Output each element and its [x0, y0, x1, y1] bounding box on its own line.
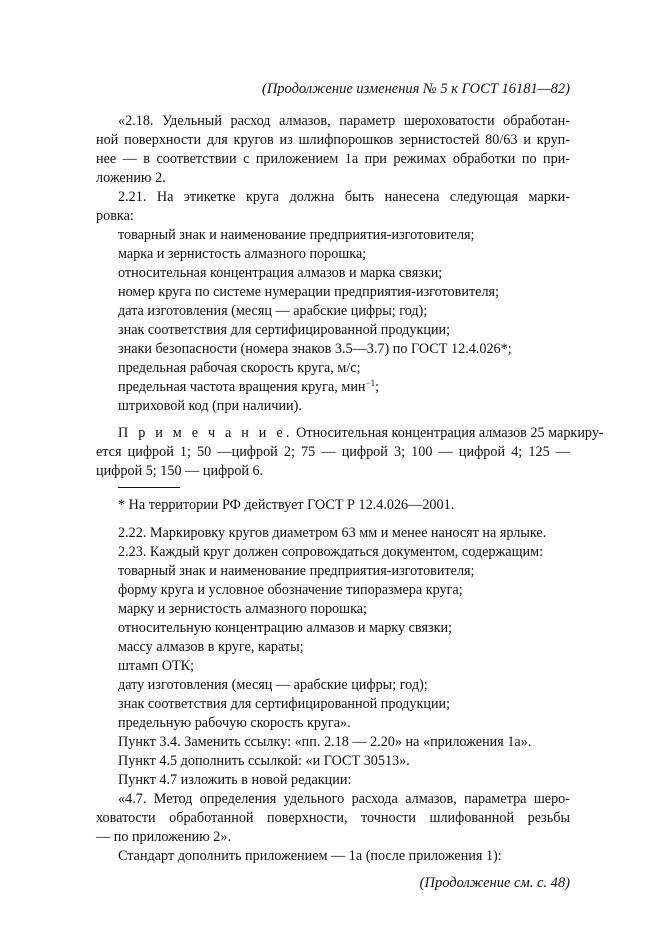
- note-line-3: цифрой 5; 150 — цифрой 6.: [96, 463, 264, 479]
- label-item: номер круга по системе нумерации предприятия-изготовителя;: [118, 284, 499, 300]
- document-item: форму круга и условное обозначение типоразмера круга;: [118, 582, 463, 598]
- footnote: * На территории РФ действует ГОСТ Р 12.4.026—2001.: [118, 497, 455, 513]
- label-item: знак соответствия для сертифицированной продукции;: [118, 322, 451, 338]
- label-item: относительная концентрация алмазов и марка связки;: [118, 265, 443, 281]
- standard-addition: Стандарт дополнить приложением — 1а (после приложения 1):: [118, 848, 502, 864]
- continuation-footer: (Продолжение см. с. 48): [419, 875, 570, 891]
- item-3-4: Пункт 3.4. Заменить ссылку: «пп. 2.18 — 2.20» на «приложения 1а».: [118, 734, 532, 750]
- continuation-header: (Продолжение изменения № 5 к ГОСТ 16181—82): [261, 81, 570, 97]
- rotation-frequency-tail: ;: [375, 379, 380, 395]
- para-2-18-line-2: ной поверхности для кругов из шлифпорошков зернистостей 80/63 и круп-: [96, 132, 570, 148]
- para-4-7-line-3: — по приложению 2».: [96, 829, 232, 845]
- para-2-21-line-1: 2.21. На этикетке круга должна быть нанесена следующая марки-: [118, 189, 570, 205]
- footnote-separator: [118, 487, 180, 488]
- label-item: предельная рабочая скорость круга, м/с;: [118, 360, 361, 376]
- document-item: массу алмазов в круге, караты;: [118, 639, 304, 655]
- document-item: предельную рабочую скорость круга».: [118, 715, 351, 731]
- label-item: товарный знак и наименование предприятия-изготовителя;: [118, 227, 475, 243]
- document-item: штамп ОТК;: [118, 658, 195, 674]
- document-item: знак соответствия для сертифицированной продукции;: [118, 696, 451, 712]
- para-2-18-line-4: ложению 2.: [96, 170, 166, 186]
- note-line-1: [118, 424, 604, 443]
- para-2-18-line-1: «2.18. Удельный расход алмазов, параметр шероховатости обработан-: [118, 113, 570, 129]
- label-item: знаки безопасности (номера знаков 3.5—3.7) по ГОСТ 12.4.026*;: [118, 341, 512, 357]
- label-item-barcode: штриховой код (при наличии).: [118, 398, 302, 414]
- document-item: товарный знак и наименование предприятия-изготовителя;: [118, 563, 475, 579]
- rotation-frequency-exponent: −1: [365, 378, 376, 388]
- label-item: марка и зернистость алмазного порошка;: [118, 246, 367, 262]
- para-2-18-line-3: нее — в соответствии с приложением 1а при режимах обработки по при-: [96, 151, 570, 167]
- para-2-23: 2.23. Каждый круг должен сопровождаться документом, содержащим:: [118, 544, 544, 560]
- item-4-7: Пункт 4.7 изложить в новой редакции:: [118, 772, 352, 788]
- para-4-7-line-1: «4.7. Метод определения удельного расхода алмазов, параметра шеро-: [118, 791, 570, 807]
- note-label: П р и м е ч а н и е.: [118, 425, 293, 441]
- label-item: дата изготовления (месяц — арабские цифры; год);: [118, 303, 428, 319]
- label-item-rotation-frequency: [118, 378, 379, 397]
- para-4-7-line-2: ховатости обработанной поверхности, точности шлифованной резьбы: [96, 810, 570, 826]
- document-item: марку и зернистость алмазного порошка;: [118, 601, 367, 617]
- note-line-2: ется цифрой 1; 50 —цифрой 2; 75 — цифрой 3; 100 — цифрой 4; 125 —: [96, 444, 570, 460]
- document-item: дату изготовления (месяц — арабские цифры; год);: [118, 677, 428, 693]
- note-text: Относительная концентрация алмазов 25 маркиру-: [292, 425, 604, 441]
- document-item: относительную концентрацию алмазов и марку связки;: [118, 620, 453, 636]
- rotation-frequency-text: предельная частота вращения круга, мин: [118, 379, 366, 395]
- para-2-21-line-2: ровка:: [96, 208, 134, 224]
- para-2-22: 2.22. Маркировку кругов диаметром 63 мм и менее наносят на ярлыке.: [118, 525, 547, 541]
- item-4-5: Пункт 4.5 дополнить ссылкой: «и ГОСТ 30513».: [118, 753, 410, 769]
